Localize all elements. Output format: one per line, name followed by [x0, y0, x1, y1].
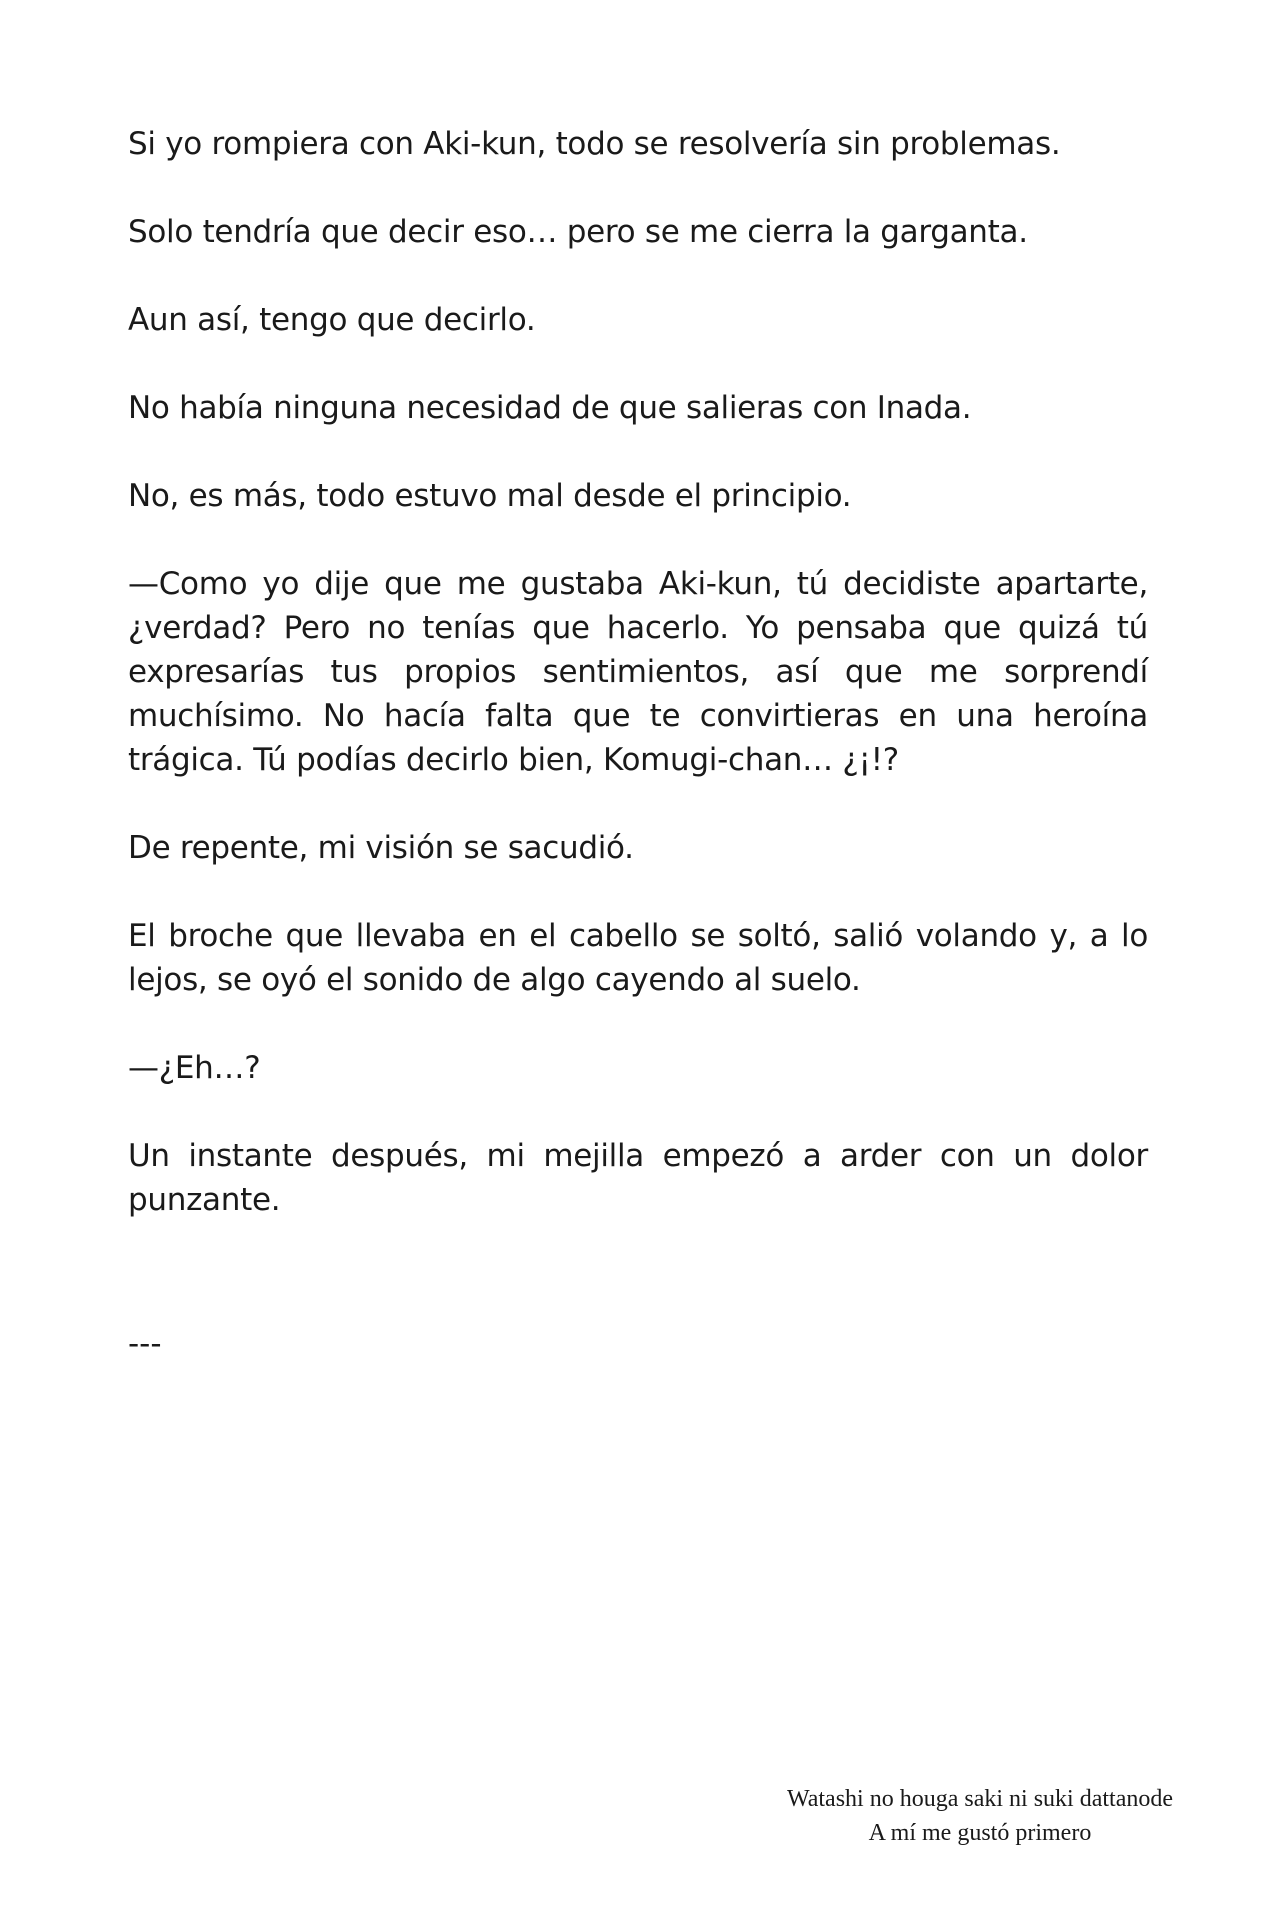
footer-title-romaji: Watashi no houga saki ni suki dattanode — [787, 1786, 1173, 1812]
paragraph: Un instante después, mi mejilla empezó a arder con un dolor punzante. — [128, 1138, 1148, 1218]
paragraph: No, es más, todo estuvo mal desde el principio. — [128, 478, 852, 514]
paragraph: Aun así, tengo que decirlo. — [128, 302, 536, 338]
paragraph: No había ninguna necesidad de que salieras con Inada. — [128, 390, 972, 426]
paragraph: De repente, mi visión se sacudió. — [128, 830, 634, 866]
footer-title-spanish: A mí me gustó primero — [868, 1820, 1092, 1846]
body-text — [128, 122, 1148, 1266]
paragraph: Si yo rompiera con Aki-kun, todo se resolvería sin problemas. — [128, 126, 1061, 162]
paragraph: —Como yo dije que me gustaba Aki-kun, tú decidiste apartarte, ¿verdad? Pero no tenías que hacerlo. Yo pensaba que quizá tú expresarías tus propios sentimientos, así que me sorprendí muchísimo. No hacía falta que te convirtieras en una heroína trágica. Tú podías decirlo bien, Komugi-chan… ¿¡!? — [128, 566, 1148, 778]
paragraph: El broche que llevaba en el cabello se soltó, salió volando y, a lo lejos, se oyó el sonido de algo cayendo al suelo. — [128, 918, 1148, 998]
paragraph: Solo tendría que decir eso… pero se me cierra la garganta. — [128, 214, 1028, 250]
page-footer — [740, 1782, 1220, 1850]
section-divider: --- — [128, 1326, 162, 1362]
paragraph: —¿Eh…? — [128, 1050, 261, 1086]
